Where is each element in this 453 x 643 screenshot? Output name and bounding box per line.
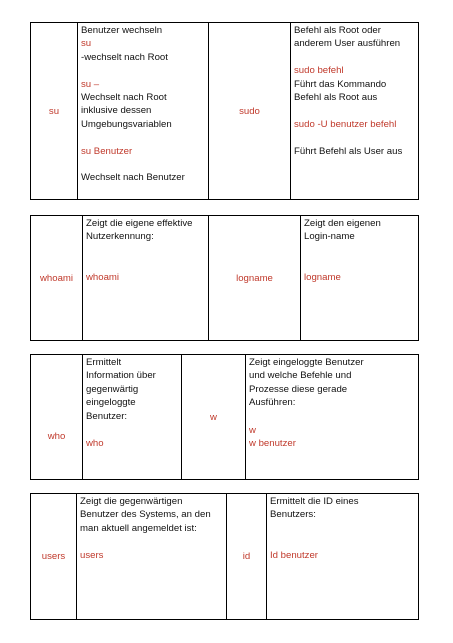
cell-desc-logname [301, 216, 419, 341]
cell-command-whoami [31, 216, 83, 341]
desc-line: Benutzers: [270, 509, 316, 521]
desc-line: Zeigt die eigene effektive [86, 218, 193, 229]
cell-desc-su [78, 23, 209, 200]
command-logname: logname [236, 272, 273, 284]
desc-line: Ermittelt die ID eines [270, 496, 359, 507]
example-users: users [80, 550, 104, 562]
desc-line: sudo befehl [294, 65, 344, 77]
desc-line: Umgebungsvariablen [81, 118, 172, 130]
desc-line: Führt Befehl als User aus [294, 145, 403, 157]
command-sudo: sudo [239, 105, 260, 117]
desc-line: su Benutzer [81, 145, 133, 157]
cell-command-w [182, 355, 246, 480]
command-whoami: whoami [39, 272, 74, 284]
desc-line: -wechselt nach Root [81, 51, 168, 63]
desc-line: anderem User ausführen [294, 38, 401, 50]
desc-line: Ausführen: [249, 397, 296, 409]
desc-line: Benutzer: [86, 410, 128, 422]
table-who-w [30, 354, 419, 480]
desc-line: Befehl als Root aus [294, 92, 378, 104]
desc-line: und welche Befehle und [249, 370, 352, 382]
cell-command-logname [209, 216, 301, 341]
cell-desc-users [77, 494, 227, 620]
desc-line: Befehl als Root oder [294, 25, 381, 36]
desc-line: su [81, 38, 92, 50]
cell-desc-sudo [291, 23, 419, 200]
desc-line: Führt das Kommando [294, 78, 387, 90]
cell-command-sudo [209, 23, 291, 200]
table-users-id [30, 493, 419, 620]
desc-line: inklusive dessen [81, 105, 152, 117]
desc-line: Benutzer wechseln [81, 25, 163, 36]
command-su: su [48, 105, 60, 117]
example-logname: logname [304, 271, 341, 283]
table-whoami-logname [30, 215, 419, 341]
cell-command-users [31, 494, 77, 620]
cell-desc-whoami [83, 216, 209, 341]
example-w-benutzer: w benutzer [249, 438, 296, 450]
command-w: w [210, 411, 217, 423]
cell-desc-id [267, 494, 419, 620]
example-id-benutzer: Id benutzer [270, 549, 319, 561]
desc-line: Zeigt den eigenen [304, 218, 381, 229]
cell-command-id [227, 494, 267, 620]
desc-line: Benutzer des Systems, an den [80, 509, 211, 521]
command-users: users [41, 551, 66, 563]
desc-line: Zeigt die gegenwärtigen [80, 496, 183, 507]
desc-line: Wechselt nach Benutzer [81, 172, 185, 184]
desc-line: su – [81, 78, 100, 90]
desc-line: eingeloggte [86, 397, 136, 409]
cell-command-su [31, 23, 78, 200]
desc-line: sudo -U benutzer befehl [294, 118, 397, 130]
cell-command-who [31, 355, 83, 480]
desc-line: gegenwärtig [86, 383, 139, 395]
cell-desc-who [83, 355, 182, 480]
desc-line: Nutzerkennung: [86, 231, 154, 243]
desc-line: Zeigt eingeloggte Benutzer [249, 357, 364, 368]
desc-line: Wechselt nach Root [81, 92, 167, 104]
cell-desc-w [246, 355, 419, 480]
example-whoami: whoami [86, 271, 120, 283]
command-who: who [47, 431, 66, 443]
desc-su-lines [81, 24, 205, 185]
desc-line: Prozesse diese gerade [249, 383, 348, 395]
desc-line: Login-name [304, 231, 355, 243]
command-id: id [242, 551, 251, 563]
desc-line: man aktuell angemeldet ist: [80, 522, 197, 534]
desc-line: Ermittelt [86, 357, 122, 368]
example-w: w [249, 424, 256, 436]
example-who: who [86, 438, 104, 450]
table-su-sudo [30, 22, 419, 200]
desc-line: Information über [86, 370, 156, 382]
